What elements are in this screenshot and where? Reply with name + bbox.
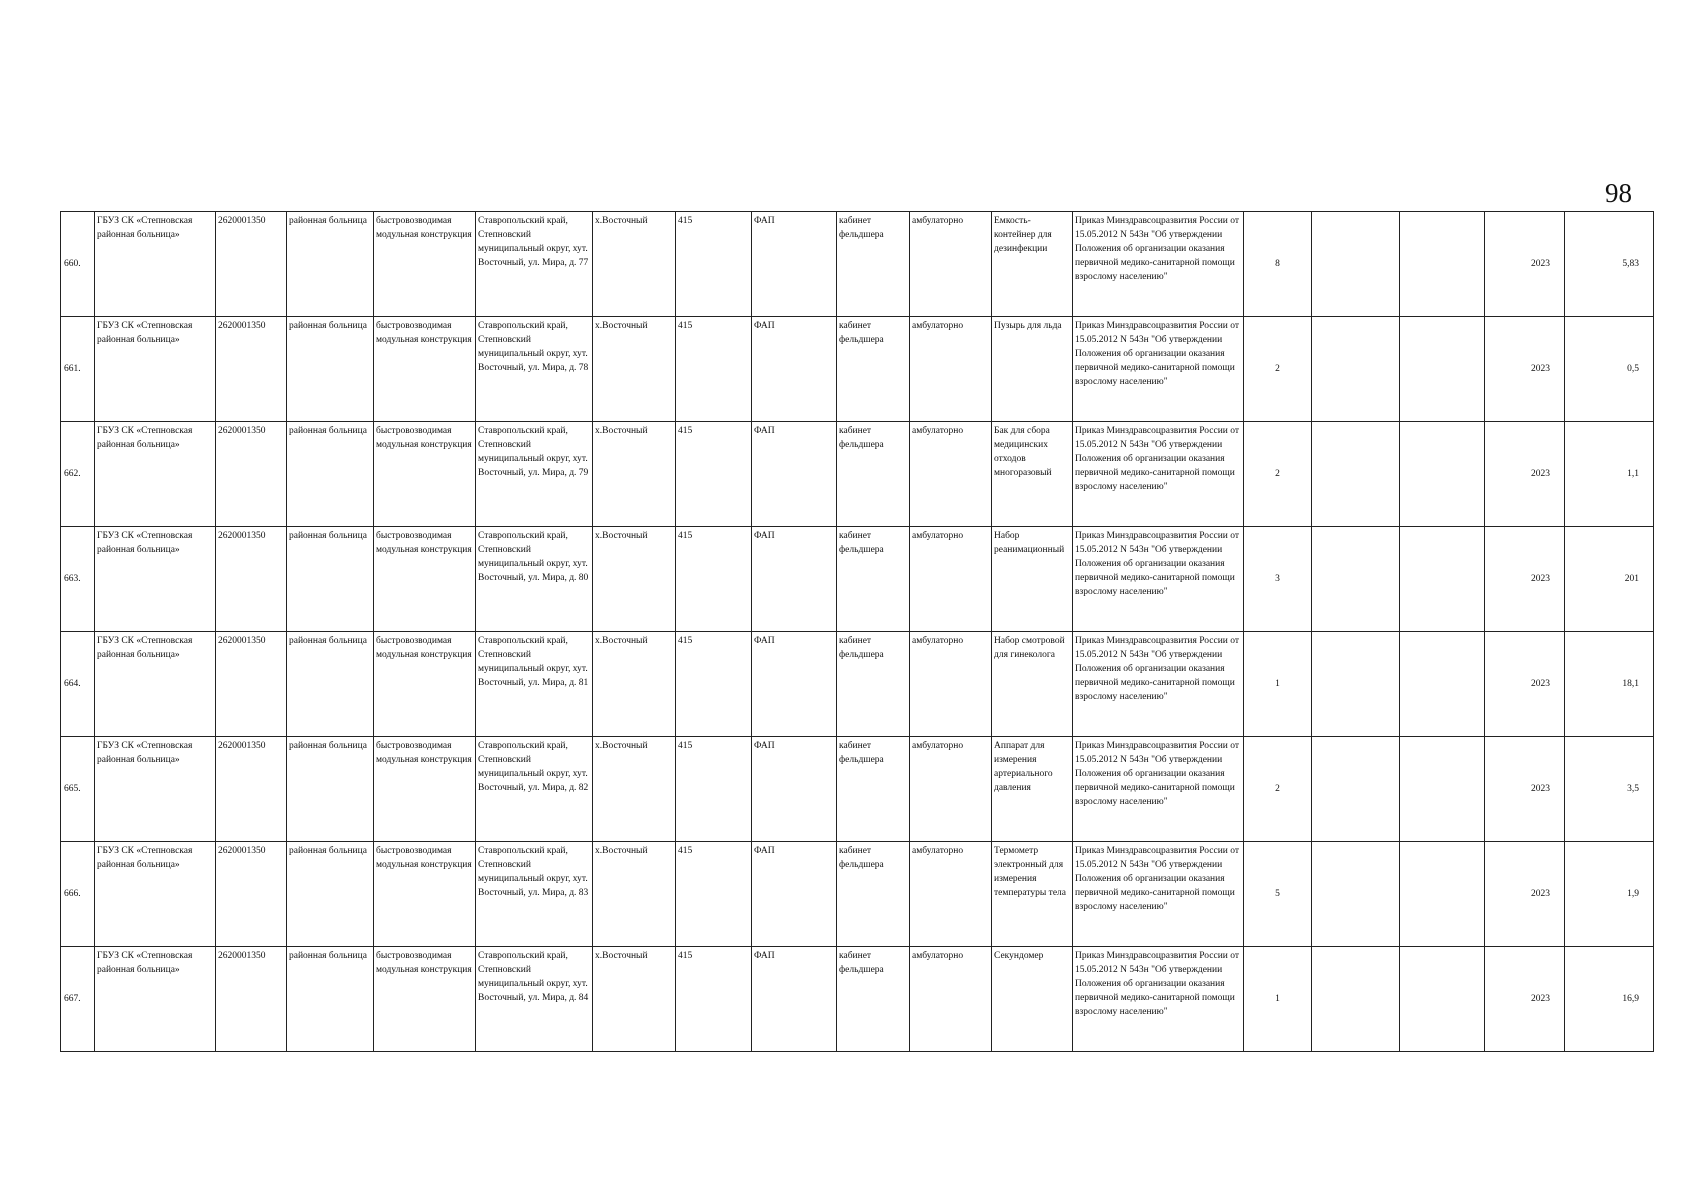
institution-type-cell: районная больница — [287, 632, 374, 737]
room-cell: кабинет фельдшера — [837, 317, 910, 422]
quantity-cell: 8 — [1244, 212, 1312, 317]
count-cell: 415 — [676, 212, 752, 317]
cost-cell: 201 — [1565, 527, 1654, 632]
organization-cell: ГБУЗ СК «Степновская районная больница» — [95, 632, 216, 737]
institution-type-cell: районная больница — [287, 947, 374, 1052]
unit-cell: ФАП — [752, 737, 837, 842]
quantity-cell: 3 — [1244, 527, 1312, 632]
address-cell: Ставропольский край, Степновский муниципальный округ, хут. Восточный, ул. Мира, д. 83 — [476, 842, 593, 947]
empty-cell — [1400, 842, 1485, 947]
institution-type-cell: районная больница — [287, 527, 374, 632]
organization-cell: ГБУЗ СК «Степновская районная больница» — [95, 422, 216, 527]
care-mode-cell: амбулаторно — [910, 422, 992, 527]
quantity-cell: 1 — [1244, 947, 1312, 1052]
room-cell: кабинет фельдшера — [837, 632, 910, 737]
address-cell: Ставропольский край, Степновский муниципальный округ, хут. Восточный, ул. Мира, д. 84 — [476, 947, 593, 1052]
empty-cell — [1400, 947, 1485, 1052]
unit-cell: ФАП — [752, 422, 837, 527]
unit-cell: ФАП — [752, 317, 837, 422]
count-cell: 415 — [676, 317, 752, 422]
equipment-cell: Набор реанимационный — [992, 527, 1073, 632]
table-row — [61, 212, 1654, 317]
room-cell: кабинет фельдшера — [837, 842, 910, 947]
organization-cell: ГБУЗ СК «Степновская районная больница» — [95, 737, 216, 842]
year-cell: 2023 — [1485, 737, 1565, 842]
equipment-cell: Секундомер — [992, 947, 1073, 1052]
institution-type-cell: районная больница — [287, 422, 374, 527]
room-cell: кабинет фельдшера — [837, 947, 910, 1052]
cost-cell: 16,9 — [1565, 947, 1654, 1052]
locality-cell: х.Восточный — [593, 737, 676, 842]
address-cell: Ставропольский край, Степновский муниципальный округ, хут. Восточный, ул. Мира, д. 78 — [476, 317, 593, 422]
equipment-cell: Набор смотровой для гинеколога — [992, 632, 1073, 737]
care-mode-cell: амбулаторно — [910, 212, 992, 317]
year-cell: 2023 — [1485, 422, 1565, 527]
empty-cell — [1312, 842, 1400, 947]
empty-cell — [1400, 527, 1485, 632]
empty-cell — [1400, 422, 1485, 527]
regulation-cell: Приказ Минздравсоцразвития России от 15.05.2012 N 543н "Об утверждении Положения об организации оказания первичной медико-санитарной помощи взрослому населению" — [1073, 422, 1244, 527]
building-type-cell: быстровозводимая модульная конструкция — [374, 317, 476, 422]
year-cell: 2023 — [1485, 317, 1565, 422]
code-cell: 2620001350 — [216, 947, 287, 1052]
care-mode-cell: амбулаторно — [910, 527, 992, 632]
organization-cell: ГБУЗ СК «Степновская районная больница» — [95, 947, 216, 1052]
code-cell: 2620001350 — [216, 737, 287, 842]
organization-cell: ГБУЗ СК «Степновская районная больница» — [95, 842, 216, 947]
quantity-cell: 1 — [1244, 632, 1312, 737]
row-number: 660. — [61, 212, 95, 317]
cost-cell: 0,5 — [1565, 317, 1654, 422]
code-cell: 2620001350 — [216, 632, 287, 737]
row-number: 661. — [61, 317, 95, 422]
unit-cell: ФАП — [752, 527, 837, 632]
count-cell: 415 — [676, 632, 752, 737]
locality-cell: х.Восточный — [593, 422, 676, 527]
empty-cell — [1312, 947, 1400, 1052]
code-cell: 2620001350 — [216, 527, 287, 632]
cost-cell: 3,5 — [1565, 737, 1654, 842]
count-cell: 415 — [676, 527, 752, 632]
institution-type-cell: районная больница — [287, 842, 374, 947]
organization-cell: ГБУЗ СК «Степновская районная больница» — [95, 317, 216, 422]
room-cell: кабинет фельдшера — [837, 212, 910, 317]
code-cell: 2620001350 — [216, 317, 287, 422]
code-cell: 2620001350 — [216, 842, 287, 947]
building-type-cell: быстровозводимая модульная конструкция — [374, 422, 476, 527]
regulation-cell: Приказ Минздравсоцразвития России от 15.05.2012 N 543н "Об утверждении Положения об организации оказания первичной медико-санитарной помощи взрослому населению" — [1073, 212, 1244, 317]
unit-cell: ФАП — [752, 947, 837, 1052]
row-number: 663. — [61, 527, 95, 632]
table-row — [61, 632, 1654, 737]
quantity-cell: 5 — [1244, 842, 1312, 947]
cost-cell: 1,9 — [1565, 842, 1654, 947]
empty-cell — [1312, 737, 1400, 842]
locality-cell: х.Восточный — [593, 527, 676, 632]
table-row — [61, 947, 1654, 1052]
unit-cell: ФАП — [752, 842, 837, 947]
row-number: 666. — [61, 842, 95, 947]
locality-cell: х.Восточный — [593, 947, 676, 1052]
row-number: 665. — [61, 737, 95, 842]
cost-cell: 1,1 — [1565, 422, 1654, 527]
regulation-cell: Приказ Минздравсоцразвития России от 15.05.2012 N 543н "Об утверждении Положения об организации оказания первичной медико-санитарной помощи взрослому населению" — [1073, 317, 1244, 422]
institution-type-cell: районная больница — [287, 737, 374, 842]
address-cell: Ставропольский край, Степновский муниципальный округ, хут. Восточный, ул. Мира, д. 80 — [476, 527, 593, 632]
empty-cell — [1400, 632, 1485, 737]
year-cell: 2023 — [1485, 527, 1565, 632]
building-type-cell: быстровозводимая модульная конструкция — [374, 947, 476, 1052]
table-row — [61, 737, 1654, 842]
care-mode-cell: амбулаторно — [910, 737, 992, 842]
building-type-cell: быстровозводимая модульная конструкция — [374, 842, 476, 947]
equipment-table — [60, 211, 1654, 1052]
row-number: 667. — [61, 947, 95, 1052]
equipment-cell: Емкость-контейнер для дезинфекции — [992, 212, 1073, 317]
code-cell: 2620001350 — [216, 422, 287, 527]
unit-cell: ФАП — [752, 632, 837, 737]
unit-cell: ФАП — [752, 212, 837, 317]
address-cell: Ставропольский край, Степновский муниципальный округ, хут. Восточный, ул. Мира, д. 82 — [476, 737, 593, 842]
address-cell: Ставропольский край, Степновский муниципальный округ, хут. Восточный, ул. Мира, д. 77 — [476, 212, 593, 317]
institution-type-cell: районная больница — [287, 317, 374, 422]
building-type-cell: быстровозводимая модульная конструкция — [374, 212, 476, 317]
locality-cell: х.Восточный — [593, 842, 676, 947]
building-type-cell: быстровозводимая модульная конструкция — [374, 632, 476, 737]
care-mode-cell: амбулаторно — [910, 842, 992, 947]
empty-cell — [1312, 422, 1400, 527]
equipment-cell: Термометр электронный для измерения температуры тела — [992, 842, 1073, 947]
regulation-cell: Приказ Минздравсоцразвития России от 15.05.2012 N 543н "Об утверждении Положения об организации оказания первичной медико-санитарной помощи взрослому населению" — [1073, 842, 1244, 947]
year-cell: 2023 — [1485, 947, 1565, 1052]
empty-cell — [1400, 737, 1485, 842]
care-mode-cell: амбулаторно — [910, 317, 992, 422]
row-number: 662. — [61, 422, 95, 527]
regulation-cell: Приказ Минздравсоцразвития России от 15.05.2012 N 543н "Об утверждении Положения об организации оказания первичной медико-санитарной помощи взрослому населению" — [1073, 527, 1244, 632]
quantity-cell: 2 — [1244, 317, 1312, 422]
equipment-cell: Бак для сбора медицинских отходов многоразовый — [992, 422, 1073, 527]
building-type-cell: быстровозводимая модульная конструкция — [374, 737, 476, 842]
code-cell: 2620001350 — [216, 212, 287, 317]
empty-cell — [1312, 527, 1400, 632]
cost-cell: 5,83 — [1565, 212, 1654, 317]
year-cell: 2023 — [1485, 632, 1565, 737]
table-row — [61, 317, 1654, 422]
empty-cell — [1312, 317, 1400, 422]
count-cell: 415 — [676, 422, 752, 527]
page-number: 98 — [1605, 178, 1632, 208]
regulation-cell: Приказ Минздравсоцразвития России от 15.05.2012 N 543н "Об утверждении Положения об организации оказания первичной медико-санитарной помощи взрослому населению" — [1073, 632, 1244, 737]
table-row — [61, 527, 1654, 632]
table-row — [61, 422, 1654, 527]
year-cell: 2023 — [1485, 842, 1565, 947]
table-row — [61, 842, 1654, 947]
room-cell: кабинет фельдшера — [837, 737, 910, 842]
equipment-cell: Пузырь для льда — [992, 317, 1073, 422]
locality-cell: х.Восточный — [593, 212, 676, 317]
empty-cell — [1400, 212, 1485, 317]
organization-cell: ГБУЗ СК «Степновская районная больница» — [95, 212, 216, 317]
care-mode-cell: амбулаторно — [910, 632, 992, 737]
quantity-cell: 2 — [1244, 422, 1312, 527]
room-cell: кабинет фельдшера — [837, 527, 910, 632]
equipment-cell: Аппарат для измерения артериального давления — [992, 737, 1073, 842]
empty-cell — [1400, 317, 1485, 422]
empty-cell — [1312, 632, 1400, 737]
count-cell: 415 — [676, 947, 752, 1052]
cost-cell: 18,1 — [1565, 632, 1654, 737]
locality-cell: х.Восточный — [593, 317, 676, 422]
building-type-cell: быстровозводимая модульная конструкция — [374, 527, 476, 632]
quantity-cell: 2 — [1244, 737, 1312, 842]
count-cell: 415 — [676, 842, 752, 947]
locality-cell: х.Восточный — [593, 632, 676, 737]
row-number: 664. — [61, 632, 95, 737]
care-mode-cell: амбулаторно — [910, 947, 992, 1052]
count-cell: 415 — [676, 737, 752, 842]
regulation-cell: Приказ Минздравсоцразвития России от 15.05.2012 N 543н "Об утверждении Положения об организации оказания первичной медико-санитарной помощи взрослому населению" — [1073, 737, 1244, 842]
address-cell: Ставропольский край, Степновский муниципальный округ, хут. Восточный, ул. Мира, д. 81 — [476, 632, 593, 737]
year-cell: 2023 — [1485, 212, 1565, 317]
institution-type-cell: районная больница — [287, 212, 374, 317]
table-body — [61, 212, 1654, 1052]
regulation-cell: Приказ Минздравсоцразвития России от 15.05.2012 N 543н "Об утверждении Положения об организации оказания первичной медико-санитарной помощи взрослому населению" — [1073, 947, 1244, 1052]
empty-cell — [1312, 212, 1400, 317]
room-cell: кабинет фельдшера — [837, 422, 910, 527]
address-cell: Ставропольский край, Степновский муниципальный округ, хут. Восточный, ул. Мира, д. 79 — [476, 422, 593, 527]
organization-cell: ГБУЗ СК «Степновская районная больница» — [95, 527, 216, 632]
